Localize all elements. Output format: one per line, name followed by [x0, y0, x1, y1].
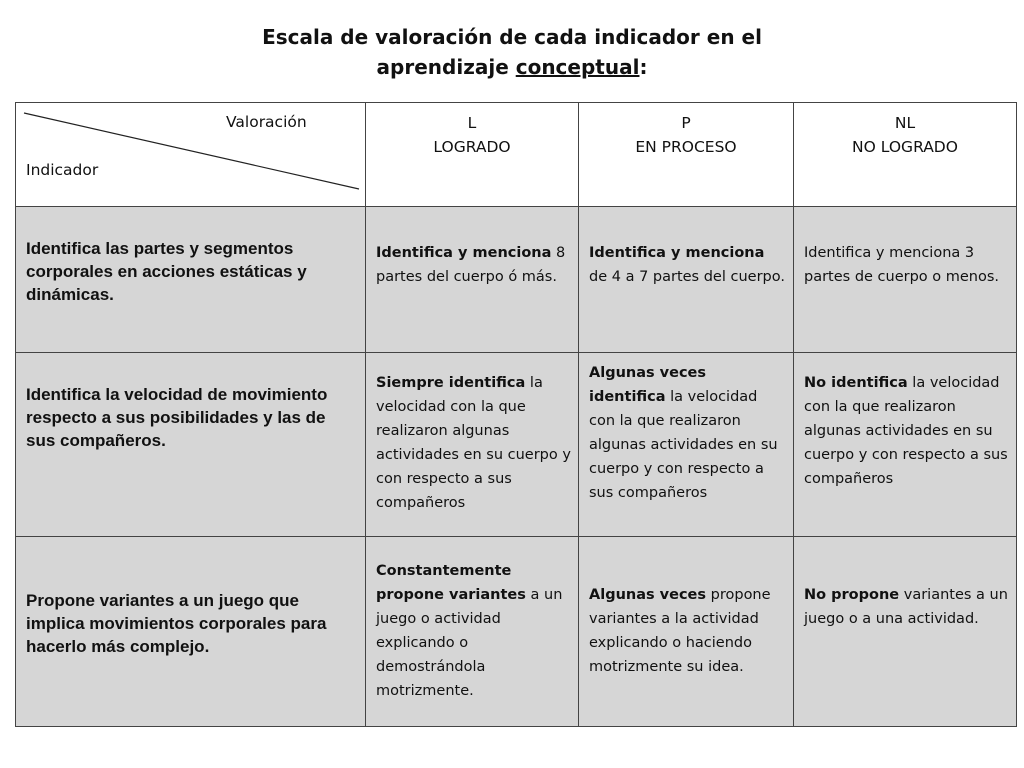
header-corner-cell: [16, 103, 366, 207]
descriptor-text: de 4 a 7 partes del cuerpo.: [589, 269, 785, 285]
indicator-cell: Propone variantes a un juego que implica movimientos corporales para hacerlo más complejo.: [16, 537, 366, 727]
descriptor-bold: Algunas veces: [589, 587, 707, 603]
header-level-logrado: [366, 103, 579, 207]
descriptor-text: variantes a un juego o a una actividad.: [804, 587, 1008, 627]
descriptor-text: propone variantes a la actividad explicando o haciendo motrizmente su idea.: [589, 587, 771, 675]
level-name: NO LOGRADO: [852, 138, 958, 156]
descriptor-text: a un juego o actividad explicando o demostrándola motrizmente.: [376, 587, 563, 699]
corner-indicador-label: Indicador: [26, 161, 99, 179]
descriptor-bold: Siempre identifica: [376, 375, 526, 391]
descriptor-cell: [579, 353, 794, 537]
level-name: LOGRADO: [433, 138, 511, 156]
slide-title: [0, 22, 1024, 82]
descriptor-cell: [794, 537, 1017, 727]
descriptor-bold: Identifica y menciona: [376, 245, 552, 261]
descriptor-bold: Identifica y menciona: [589, 245, 765, 261]
level-code: P: [681, 114, 691, 132]
descriptor-bold: No identifica: [804, 375, 908, 391]
descriptor-cell: [794, 207, 1017, 353]
descriptor-bold: Algunas veces identifica: [589, 365, 707, 405]
descriptor-cell: [366, 353, 579, 537]
title-line-2-suffix: :: [639, 55, 648, 79]
descriptor-text: la velocidad con la que realizaron algunas actividades en su cuerpo y con respecto a sus compañeros: [589, 389, 778, 501]
descriptor-cell: [366, 537, 579, 727]
indicator-cell: Identifica la velocidad de movimiento respecto a sus posibilidades y las de sus compañeros.: [16, 353, 366, 537]
descriptor-text: la velocidad con la que realizaron algunas actividades en su cuerpo y con respecto a sus compañeros: [376, 375, 571, 511]
descriptor-cell: [794, 353, 1017, 537]
descriptor-bold: Constantemente propone variantes: [376, 563, 526, 603]
descriptor-text: la velocidad con la que realizaron algunas actividades en su cuerpo y con respecto a sus compañeros: [804, 375, 1008, 487]
title-underlined-word: conceptual: [515, 55, 640, 79]
title-line-2-prefix: aprendizaje: [376, 55, 516, 79]
level-code: NL: [894, 114, 916, 132]
table-row: [16, 207, 1017, 353]
diagonal-divider: [16, 103, 366, 198]
descriptor-bold: No propone: [804, 587, 900, 603]
rubric-table: [15, 102, 1017, 727]
table-row: [16, 353, 1017, 537]
title-line-2: [0, 52, 1024, 82]
table-row: [16, 537, 1017, 727]
indicator-cell: Identifica las partes y segmentos corporales en acciones estáticas y dinámicas.: [16, 207, 366, 353]
level-code: L: [467, 114, 477, 132]
header-level-no-logrado: [794, 103, 1017, 207]
header-level-en-proceso: [579, 103, 794, 207]
descriptor-text: Identifica y menciona 3 partes de cuerpo o menos.: [804, 245, 1000, 285]
descriptor-text: 8 partes del cuerpo ó más.: [376, 245, 566, 285]
descriptor-cell: [579, 207, 794, 353]
corner-valoracion-label: Valoración: [226, 113, 307, 131]
header-row: [16, 103, 1017, 207]
descriptor-cell: [366, 207, 579, 353]
level-name: EN PROCESO: [635, 138, 737, 156]
descriptor-cell: [579, 537, 794, 727]
title-line-1: Escala de valoración de cada indicador en el: [262, 25, 762, 49]
